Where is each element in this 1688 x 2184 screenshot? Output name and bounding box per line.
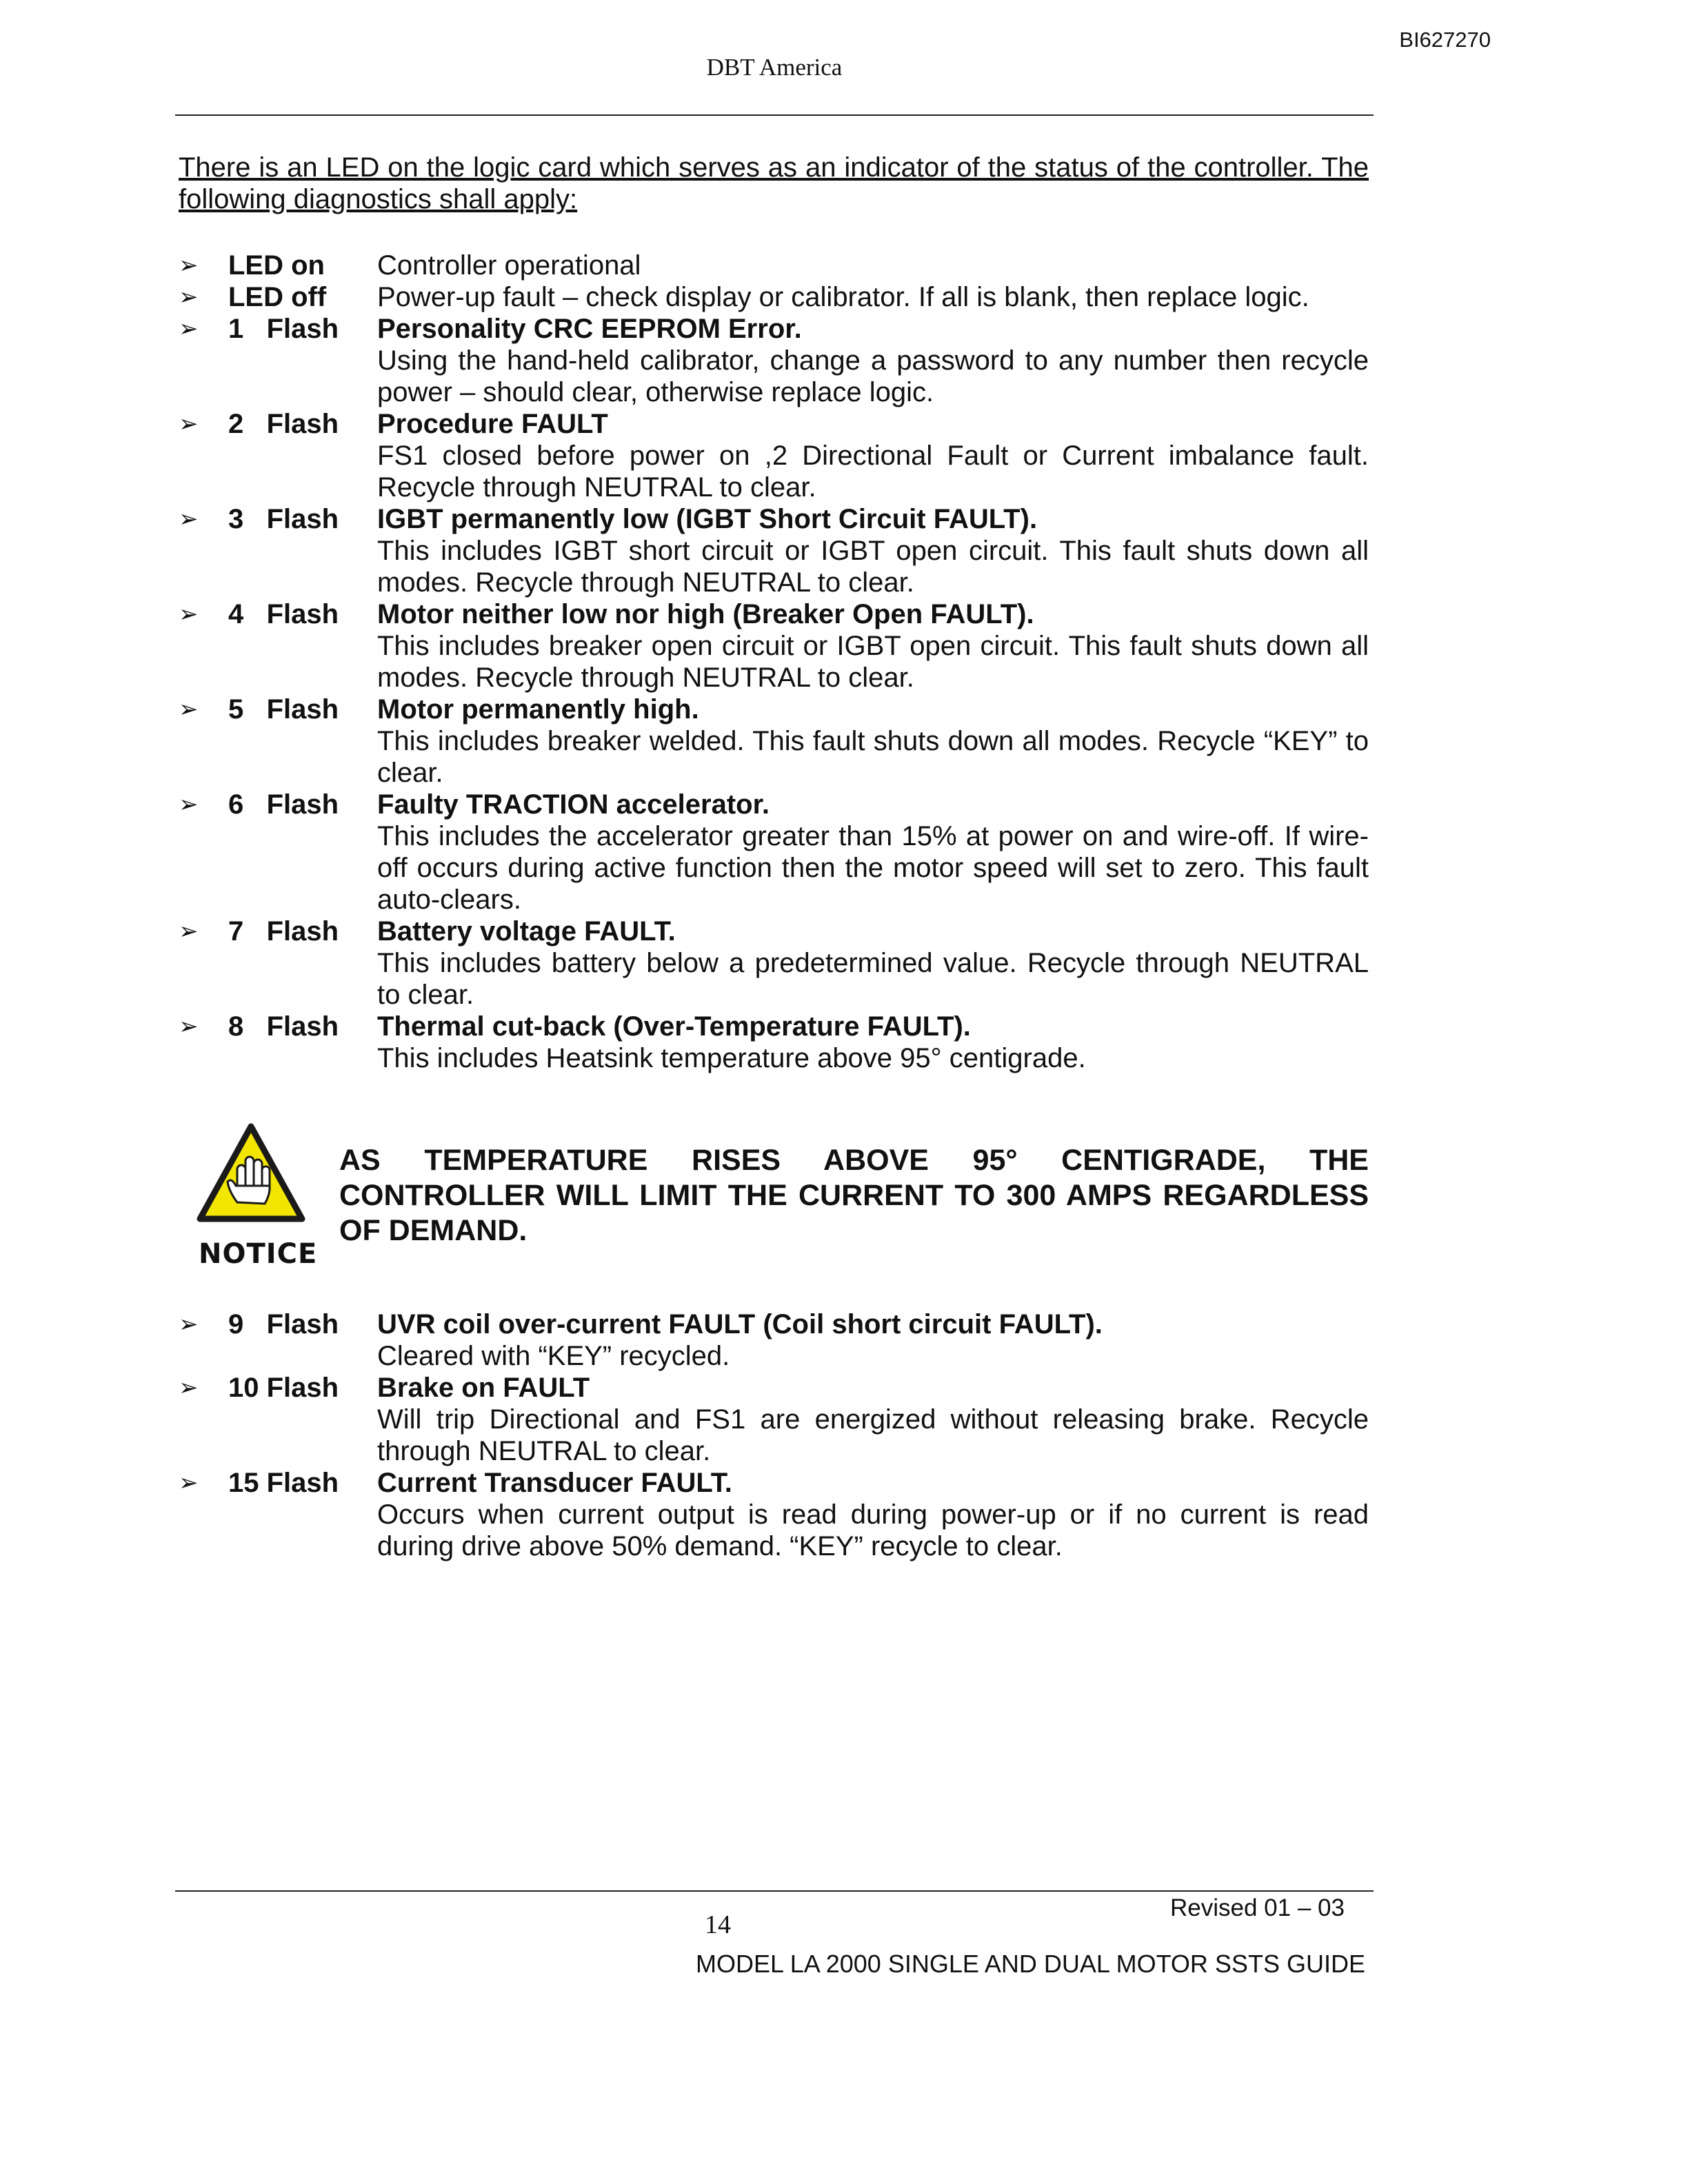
diagnostic-item (179, 281, 1369, 313)
arrow-bullet-icon: ➢ (179, 601, 199, 627)
flash-code: 6 Flash (228, 789, 339, 820)
flash-code: 15 Flash (228, 1468, 339, 1498)
diagnostic-title: Motor permanently high. (377, 694, 699, 725)
flash-code: 8 Flash (228, 1011, 339, 1042)
arrow-bullet-icon: ➢ (179, 284, 199, 310)
diagnostic-title: IGBT permanently low (IGBT Short Circuit FAULT). (377, 504, 1038, 534)
diagnostic-title: Motor neither low nor high (Breaker Open FAULT). (377, 599, 1034, 629)
footer-divider (175, 1890, 1374, 1892)
company-header: DBT America (706, 54, 843, 81)
arrow-bullet-icon: ➢ (179, 696, 199, 722)
diagnostic-item (179, 1308, 1369, 1372)
diagnostic-title: Current Transducer FAULT. (377, 1468, 732, 1498)
diagnostic-item (179, 598, 1369, 694)
diagnostic-title: Personality CRC EEPROM Error. (377, 314, 802, 344)
flash-code: LED off (228, 282, 327, 312)
intro-paragraph: There is an LED on the logic card which serves as an indicator of the status of the controller. The following diagnostics shall apply: (179, 152, 1369, 214)
diagnostic-item (179, 250, 1369, 281)
diagnostic-description: This includes battery below a predetermined value. Recycle through NEUTRAL to clear. (377, 948, 1369, 1010)
flash-code: 7 Flash (228, 916, 339, 947)
diagnostics-list (179, 250, 1369, 1074)
flash-code: 4 Flash (228, 599, 339, 629)
diagnostics-list-continued (179, 1308, 1369, 1562)
revision-date: Revised 01 – 03 (1170, 1894, 1345, 1921)
diagnostic-description: This includes breaker open circuit or IGBT open circuit. This fault shuts down all modes. Recycle through NEUTRAL to clear. (377, 631, 1369, 693)
diagnostic-description: This includes IGBT short circuit or IGBT open circuit. This fault shuts down all modes. Recycle through NEUTRAL to clear. (377, 536, 1369, 598)
page-number: 14 (705, 1910, 731, 1939)
arrow-bullet-icon: ➢ (179, 1013, 199, 1040)
guide-title: MODEL LA 2000 SINGLE AND DUAL MOTOR SSTS GUIDE (696, 1950, 1365, 1978)
diagnostic-title: Thermal cut-back (Over-Temperature FAULT). (377, 1011, 971, 1042)
diagnostic-item (179, 408, 1369, 503)
notice-label: NOTICE (199, 1238, 318, 1270)
flash-code: 3 Flash (228, 504, 339, 534)
diagnostic-description: FS1 closed before power on ,2 Directional Fault or Current imbalance fault. Recycle through NEUTRAL to clear. (377, 441, 1369, 503)
header-divider (175, 114, 1374, 116)
flash-code: 5 Flash (228, 694, 339, 725)
diagnostic-title: Controller operational (377, 250, 641, 281)
diagnostic-item (179, 789, 1369, 916)
flash-code: 1 Flash (228, 314, 339, 344)
diagnostic-title: Procedure FAULT (377, 409, 608, 439)
flash-code: 10 Flash (228, 1373, 339, 1403)
diagnostic-title: UVR coil over-current FAULT (Coil short circuit FAULT). (377, 1309, 1103, 1339)
arrow-bullet-icon: ➢ (179, 411, 199, 437)
diagnostic-description: This includes breaker welded. This fault shuts down all modes. Recycle “KEY” to clear. (377, 726, 1369, 788)
arrow-bullet-icon: ➢ (179, 1311, 199, 1337)
document-id: BI627270 (1399, 28, 1491, 52)
diagnostic-item (179, 1467, 1369, 1562)
arrow-bullet-icon: ➢ (179, 252, 199, 279)
diagnostic-description: Occurs when current output is read during power-up or if no current is read during drive above 50% demand. “KEY” recycle to clear. (377, 1499, 1369, 1561)
arrow-bullet-icon: ➢ (179, 791, 199, 818)
diagnostic-item (179, 694, 1369, 789)
arrow-bullet-icon: ➢ (179, 506, 199, 532)
diagnostic-title: Brake on FAULT (377, 1373, 590, 1403)
diagnostic-item (179, 1011, 1369, 1074)
flash-code: 9 Flash (228, 1309, 339, 1339)
arrow-bullet-icon: ➢ (179, 316, 199, 342)
arrow-bullet-icon: ➢ (179, 918, 199, 944)
arrow-bullet-icon: ➢ (179, 1470, 199, 1496)
diagnostic-item (179, 916, 1369, 1011)
diagnostic-title: Battery voltage FAULT. (377, 916, 676, 947)
diagnostic-description: Cleared with “KEY” recycled. (377, 1341, 730, 1371)
diagnostic-title: Faulty TRACTION accelerator. (377, 789, 770, 820)
diagnostic-item (179, 503, 1369, 598)
diagnostic-description: Will trip Directional and FS1 are energized without releasing brake. Recycle through NEUTRAL to clear. (377, 1404, 1369, 1466)
diagnostic-description: This includes the accelerator greater than 15% at power on and wire-off. If wire-off occurs during active function then the motor speed will set to zero. This fault auto-clears. (377, 821, 1369, 915)
diagnostic-description: This includes Heatsink temperature above 95° centigrade. (377, 1043, 1086, 1073)
flash-code: 2 Flash (228, 409, 339, 439)
hand-warning-icon (196, 1122, 306, 1226)
flash-code: LED on (228, 250, 325, 281)
arrow-bullet-icon: ➢ (179, 1375, 199, 1401)
diagnostic-description: Using the hand-held calibrator, change a password to any number then recycle power – should clear, otherwise replace logic. (377, 345, 1369, 407)
diagnostic-item (179, 1372, 1369, 1467)
notice-text: AS TEMPERATURE RISES ABOVE 95° CENTIGRADE, THE CONTROLLER WILL LIMIT THE CURRENT TO 300 AMPS REGARDLESS OF DEMAND. (339, 1144, 1369, 1247)
diagnostic-title: Power-up fault – check display or calibrator. If all is blank, then replace logic. (377, 282, 1309, 312)
diagnostic-item (179, 313, 1369, 408)
